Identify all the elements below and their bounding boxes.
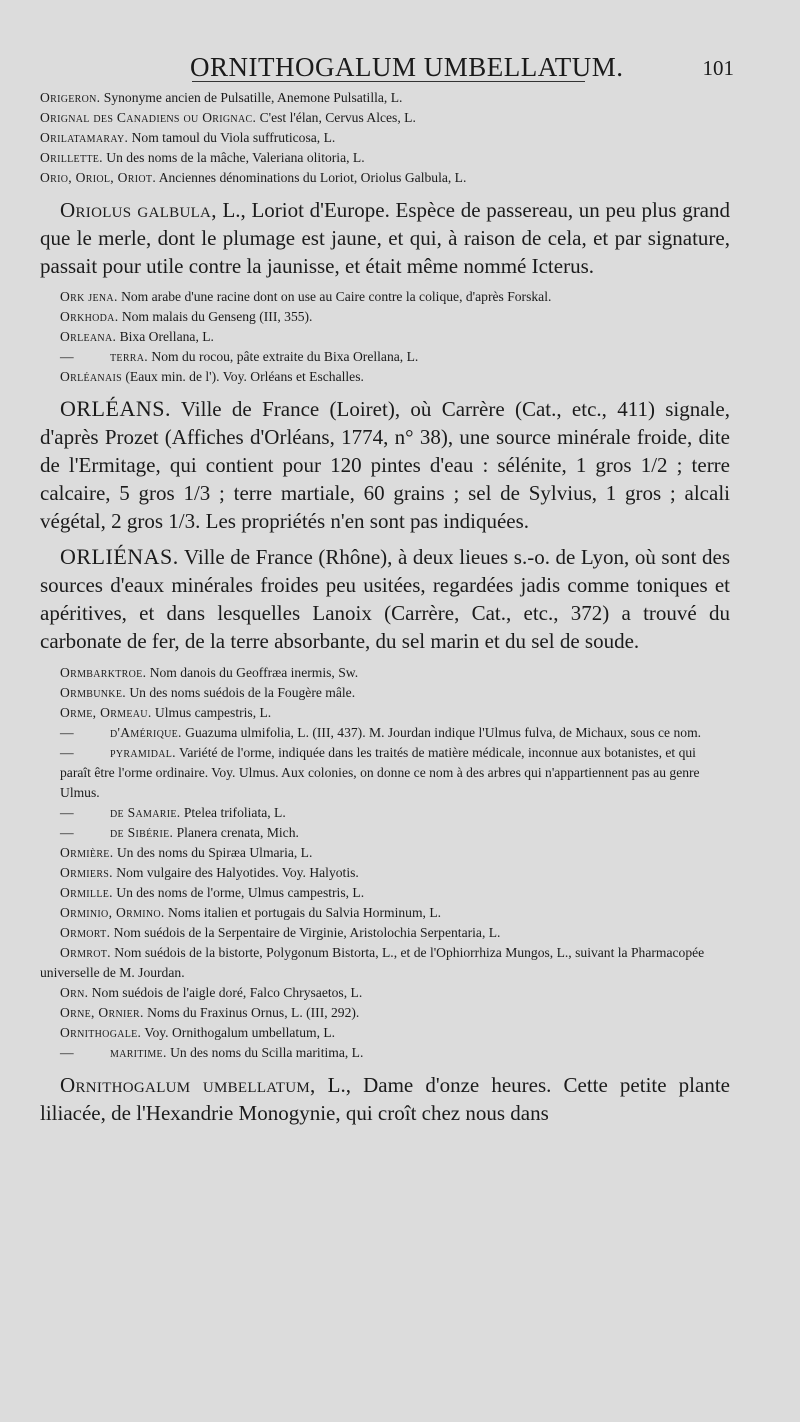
entry-text: Ptelea trifoliata, L. xyxy=(183,805,286,820)
entry-ornithogale xyxy=(40,1023,730,1043)
entry-ormiere xyxy=(40,843,730,863)
entry-orleanais xyxy=(40,367,730,387)
entry-orme-pyramidal xyxy=(40,743,730,803)
entry-orleana xyxy=(40,327,730,347)
entry-text: Nom vulgaire des Halyotides. Voy. Halyotis. xyxy=(116,865,359,880)
entry-text: Synonyme ancien de Pulsatille, Anemone Pulsatilla, L. xyxy=(103,90,403,105)
entry-ork-jena xyxy=(40,287,730,307)
entry-dash: — xyxy=(60,1045,74,1060)
entry-text: Nom suédois de l'aigle doré, Falco Chrysaetos, L. xyxy=(91,985,363,1000)
entry-headword: Orne, Ornier. xyxy=(60,1005,144,1020)
entry-headword: Ormbarktroe. xyxy=(60,665,147,680)
entry-text: Bixa Orellana, L. xyxy=(119,329,214,344)
entry-ormbarktroe xyxy=(40,663,730,683)
entry-dash: — xyxy=(60,825,74,840)
entry-orio xyxy=(40,168,730,188)
entry-dash: — xyxy=(60,725,74,740)
entry-text: Un des noms suédois de la Fougère mâle. xyxy=(129,685,356,700)
entry-text: L., Dame d'onze heures. Cette petite plante liliacée, de l'Hexandrie Monogynie, qui croît chez nous dans xyxy=(40,1073,730,1125)
entry-ornithogale-maritime xyxy=(40,1043,730,1063)
entry-text: Voy. Ornithogalum umbellatum, L. xyxy=(144,1025,336,1040)
entry-orignal xyxy=(40,108,730,128)
entry-headword: Ornithogale. xyxy=(60,1025,142,1040)
entry-text: Planera crenata, Mich. xyxy=(176,825,299,840)
entry-text: (Eaux min. de l'). Voy. Orléans et Eschalles. xyxy=(125,369,364,384)
entry-headword: Orme, Ormeau. xyxy=(60,705,152,720)
entry-text: Anciennes dénominations du Loriot, Oriolus Galbula, L. xyxy=(158,170,467,185)
entry-dash: — xyxy=(60,349,74,364)
entry-headword: Ormort. xyxy=(60,925,111,940)
entry-headword: Orillette. xyxy=(40,150,103,165)
entry-text: Un des noms de l'orme, Ulmus campestris, L. xyxy=(116,885,365,900)
entry-text: Variété de l'orme, indiquée dans les traités de matière médicale, inconnue aux botanistes, et qui paraît être l'orme ordinaire. Voy. Ulmus. Aux colonies, on donne ce nom à des arbres qui n'appartiennent pas au genre Ulmus. xyxy=(60,745,700,800)
entry-headword: Orignal des Canadiens ou Orignac. xyxy=(40,110,257,125)
entry-text: Nom suédois de la bistorte, Polygonum Bistorta, L., et de l'Ophiorrhiza Mungos, L., suivant la Pharmacopée universelle de M. Jourdan. xyxy=(40,945,705,980)
entry-headword: Ormière. xyxy=(60,845,114,860)
entry-headword: Orn. xyxy=(60,985,89,1000)
entry-ormrot xyxy=(40,943,730,983)
entry-orme xyxy=(40,703,730,723)
entry-orilatamaray xyxy=(40,128,730,148)
entry-text: Nom suédois de la Serpentaire de Virginie, Aristolochia Serpentaria, L. xyxy=(113,925,501,940)
entry-text: Ville de France (Loiret), où Carrère (Cat., etc., 411) signale, d'après Prozet (Affiches d'Orléans, 1774, n° 38), une source minérale froide, dite de l'Ermitage, qui contient pour 120 pintes d'eau : sélénite, 1 gros 1/2 ; terre calcaire, 5 gros 1/3 ; terre martiale, 60 grains ; sel de Sylvius, 1 gros ; alcali végétal, 2 gros 1/3. Les propriétés n'en sont pas indiquées. xyxy=(40,397,730,533)
entry-orlienas xyxy=(40,543,730,655)
entry-text: Nom tamoul du Viola suffruticosa, L. xyxy=(131,130,336,145)
entry-text: Nom du rocou, pâte extraite du Bixa Orellana, L. xyxy=(151,349,419,364)
entry-orleans xyxy=(40,395,730,535)
entry-text: Un des noms du Spiræa Ulmaria, L. xyxy=(116,845,313,860)
entry-orne xyxy=(40,1003,730,1023)
entry-headword: Orleana. xyxy=(60,329,117,344)
entry-origeron xyxy=(40,88,730,108)
entry-headword: de Samarie. xyxy=(110,805,181,820)
entry-headword: ORLÉANS. xyxy=(60,396,171,421)
entry-text: Nom malais du Genseng (III, 355). xyxy=(121,309,313,324)
entry-text: Un des noms du Scilla maritima, L. xyxy=(170,1045,364,1060)
entry-dash: — xyxy=(60,805,74,820)
entry-headword: Ornithogalum umbellatum, xyxy=(60,1073,316,1097)
entry-headword: Orkhoda. xyxy=(60,309,119,324)
entry-headword: Orminio, Ormino. xyxy=(60,905,165,920)
entry-text: Noms du Fraxinus Ornus, L. (III, 292). xyxy=(147,1005,360,1020)
entry-headword: Orléanais xyxy=(60,369,122,384)
entry-orillette xyxy=(40,148,730,168)
entry-headword: Origeron. xyxy=(40,90,101,105)
entry-headword: terra. xyxy=(110,349,148,364)
entry-orme-samarie xyxy=(40,803,730,823)
entry-orme-amerique xyxy=(40,723,730,743)
entry-headword: Ormiers. xyxy=(60,865,113,880)
entry-headword: pyramidal. xyxy=(110,745,176,760)
entry-headword: Orilatamaray. xyxy=(40,130,129,145)
entry-ormbunke xyxy=(40,683,730,703)
page-header xyxy=(0,52,800,84)
entry-ormort xyxy=(40,923,730,943)
entry-headword: Ormrot. xyxy=(60,945,111,960)
entry-headword: de Sibérie. xyxy=(110,825,174,840)
entry-headword: Ormbunke. xyxy=(60,685,126,700)
entry-headword: Ormille. xyxy=(60,885,113,900)
entry-headword: maritime. xyxy=(110,1045,167,1060)
entry-ormiers xyxy=(40,863,730,883)
entry-headword: ORLIÉNAS. xyxy=(60,544,179,569)
entry-orleana-terra xyxy=(40,347,730,367)
entry-text: L., Loriot d'Europe. Espèce de passereau, un peu plus grand que le merle, dont le plumage est jaune, et qui, à raison de cela, et par signature, passait pour utile contre la jaunisse, et était même nommé Icterus. xyxy=(40,198,731,278)
entry-ormille xyxy=(40,883,730,903)
entry-text: Ulmus campestris, L. xyxy=(154,705,272,720)
entry-dash: — xyxy=(60,745,74,760)
entry-text: C'est l'élan, Cervus Alces, L. xyxy=(259,110,416,125)
entry-orkhoda xyxy=(40,307,730,327)
entry-headword: Orio, Oriol, Oriot. xyxy=(40,170,157,185)
entry-text: Noms italien et portugais du Salvia Horminum, L. xyxy=(168,905,442,920)
entry-orminio xyxy=(40,903,730,923)
page-body xyxy=(40,88,730,1134)
entry-headword: Oriolus galbula, xyxy=(60,198,217,222)
page-number: 101 xyxy=(702,56,734,80)
entry-orn xyxy=(40,983,730,1003)
entry-text: Guazuma ulmifolia, L. (III, 437). M. Jourdan indique l'Ulmus fulva, de Michaux, sous ce nom. xyxy=(185,725,702,740)
entry-oriolus-galbula xyxy=(40,196,730,280)
entry-headword: d'Amérique. xyxy=(110,725,182,740)
entry-text: Nom danois du Geoffræa inermis, Sw. xyxy=(149,665,359,680)
entry-ornithogalum-umbellatum xyxy=(40,1071,730,1127)
header-rule xyxy=(192,81,585,82)
entry-orme-siberie xyxy=(40,823,730,843)
entry-text: Un des noms de la mâche, Valeriana olitoria, L. xyxy=(106,150,365,165)
running-title: ORNITHOGALUM UMBELLATUM. xyxy=(190,52,624,82)
entry-headword: Ork jena. xyxy=(60,289,118,304)
entry-text: Ville de France (Rhône), à deux lieues s.-o. de Lyon, où sont des sources d'eaux minérales froides peu usitées, regardées jadis comme toniques et apéritives, et dans lesquelles Lanoix (Carrère, Cat., etc., 372) a trouvé du carbonate de fer, de la terre absorbante, du sel marin et du sel de soude. xyxy=(40,545,730,653)
entry-text: Nom arabe d'une racine dont on use au Caire contre la colique, d'après Forskal. xyxy=(121,289,552,304)
